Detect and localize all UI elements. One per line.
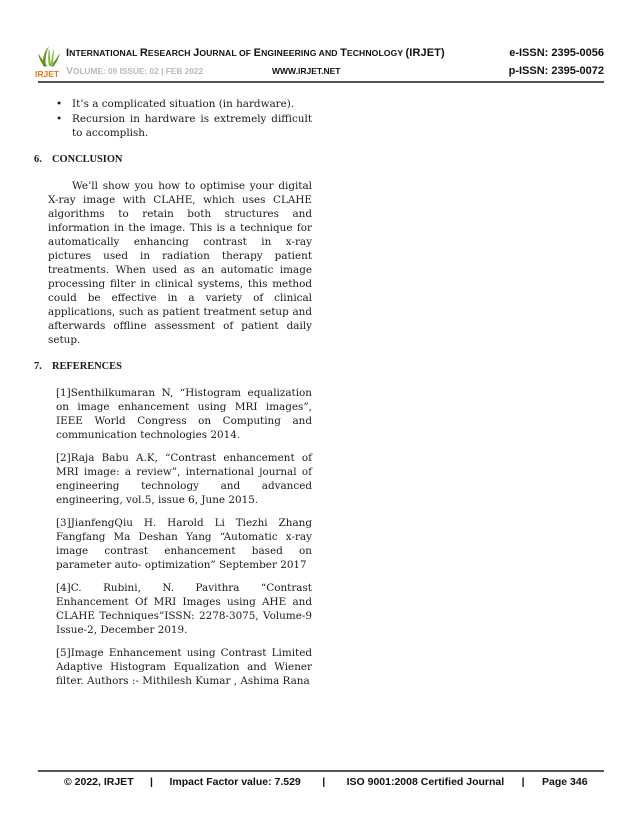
list-item: • It’s a complicated situation (in hardware). [56, 98, 295, 110]
reference-item: [2]Raja Babu A.K, “Contrast enhancement of MRI image: a review”, international journal of engineering technology and advanced engineering, vol.5, issue 6, June 2015. [56, 452, 312, 506]
footer-divider [38, 770, 604, 772]
journal-title: INTERNATIONAL RESEARCH JOURNAL OF ENGINEERING AND TECHNOLOGY (IRJET) [66, 47, 445, 59]
reference-item: [3]JianfengQiu H. Harold Li Tiezhi Zhang Fangfang Ma Deshan Yang “Automatic x-ray image contrast enhancement based on parameter auto- optimization” September 2017 [56, 517, 312, 571]
logo-text: IRJET [35, 69, 60, 79]
list-item: • Recursion in hardware is extremely difficult to accomplish. [56, 113, 312, 139]
journal-abbr: (IRJET) [405, 47, 445, 59]
header-divider [38, 81, 604, 83]
volume-issue-date: VOLUME: 09 ISSUE: 02 | FEB 2022 [66, 65, 204, 77]
bullet-icon: • [56, 98, 63, 110]
footer-separator: | [150, 776, 153, 788]
reference-item: [1]Senthilkumaran N, “Histogram equalization on image enhancement using MRI images”, IEEE World Congress on Computing and communication technologies 2014. [56, 387, 312, 441]
bullet-list [34, 97, 312, 140]
journal-website: WWW.IRJET.NET [272, 66, 341, 76]
references-heading: 7. REFERENCES [34, 361, 122, 372]
p-issn: p-ISSN: 2395-0072 [508, 65, 604, 77]
footer-page-number: Page 346 [542, 776, 588, 788]
conclusion-text: We’ll show you how to optimise your digital X-ray image with CLAHE, which uses CLAHE algorithms to retain both structures and information in the image. This is a technique for automatically enhancing contrast in x-ray pictures used in radiation therapy patient treatments. When used as an automatic image processing filter in clinical systems, this method could be effective in a variety of clinical applications, such as patient treatment setup and afterwards offline assessment of patient daily setup. [48, 180, 312, 346]
page-footer [64, 776, 588, 788]
bullet-icon: • [56, 113, 63, 125]
footer-iso: ISO 9001:2008 Certified Journal [346, 776, 505, 788]
reference-item: [4]C. Rubini, N. Pavithra “Contrast Enhancement Of MRI Images using AHE and CLAHE Techniques”ISSN: 2278-3075, Volume-9 Issue-2, December 2019. [56, 582, 312, 636]
conclusion-heading: 6. CONCLUSION [34, 154, 123, 165]
footer-impact-factor: Impact Factor value: 7.529 [169, 776, 301, 788]
irjet-logo-icon [34, 44, 64, 80]
reference-item: [5]Image Enhancement using Contrast Limited Adaptive Histogram Equalization and Wiener filter. Authors :- Mithilesh Kumar , Ashima Rana [56, 647, 312, 687]
article-column [34, 97, 312, 697]
footer-separator: | [322, 776, 326, 788]
e-issn: e-ISSN: 2395-0056 [509, 47, 604, 59]
footer-separator: | [521, 776, 525, 788]
footer-copyright: © 2022, IRJET [64, 776, 134, 788]
